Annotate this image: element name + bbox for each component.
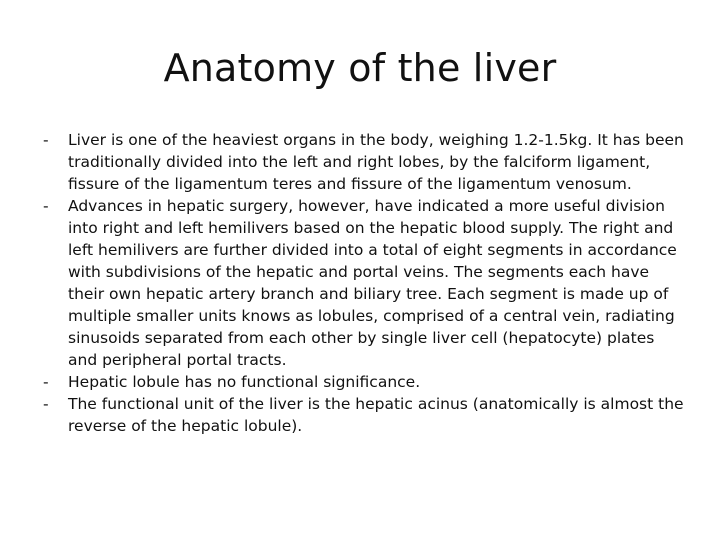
bullet-item bbox=[36, 393, 686, 437]
bullet-marker: - bbox=[43, 395, 49, 413]
bullet-text: Hepatic lobule has no functional significance. bbox=[68, 373, 421, 391]
slide-title: Anatomy of the liver bbox=[163, 46, 557, 90]
bullet-item bbox=[36, 195, 686, 371]
bullet-text: The functional unit of the liver is the hepatic acinus (anatomically is almost the reverse of the hepatic lobule). bbox=[68, 395, 684, 435]
bullet-marker: - bbox=[43, 197, 49, 215]
bullet-marker: - bbox=[43, 373, 49, 391]
bullet-item bbox=[36, 371, 686, 393]
bullet-text: Advances in hepatic surgery, however, have indicated a more useful division into right and left hemilivers based on the hepatic blood supply. The right and left hemilivers are further divided into a total of eight segments in accordance with subdivisions of the hepatic and portal veins. The segments each have their own hepatic artery branch and biliary tree. Each segment is made up of multiple smaller units knows as lobules, comprised of a central vein, radiating sinusoids separated from each other by single liver cell (hepatocyte) plates and peripheral portal tracts. bbox=[68, 197, 677, 369]
bullet-text: Liver is one of the heaviest organs in the body, weighing 1.2-1.5kg. It has been traditionally divided into the left and right lobes, by the falciform ligament, fissure of the ligamentum teres and fissure of the ligamentum venosum. bbox=[68, 131, 684, 193]
bullet-list bbox=[36, 129, 686, 437]
bullet-marker: - bbox=[43, 131, 49, 149]
bullet-item bbox=[36, 129, 686, 195]
